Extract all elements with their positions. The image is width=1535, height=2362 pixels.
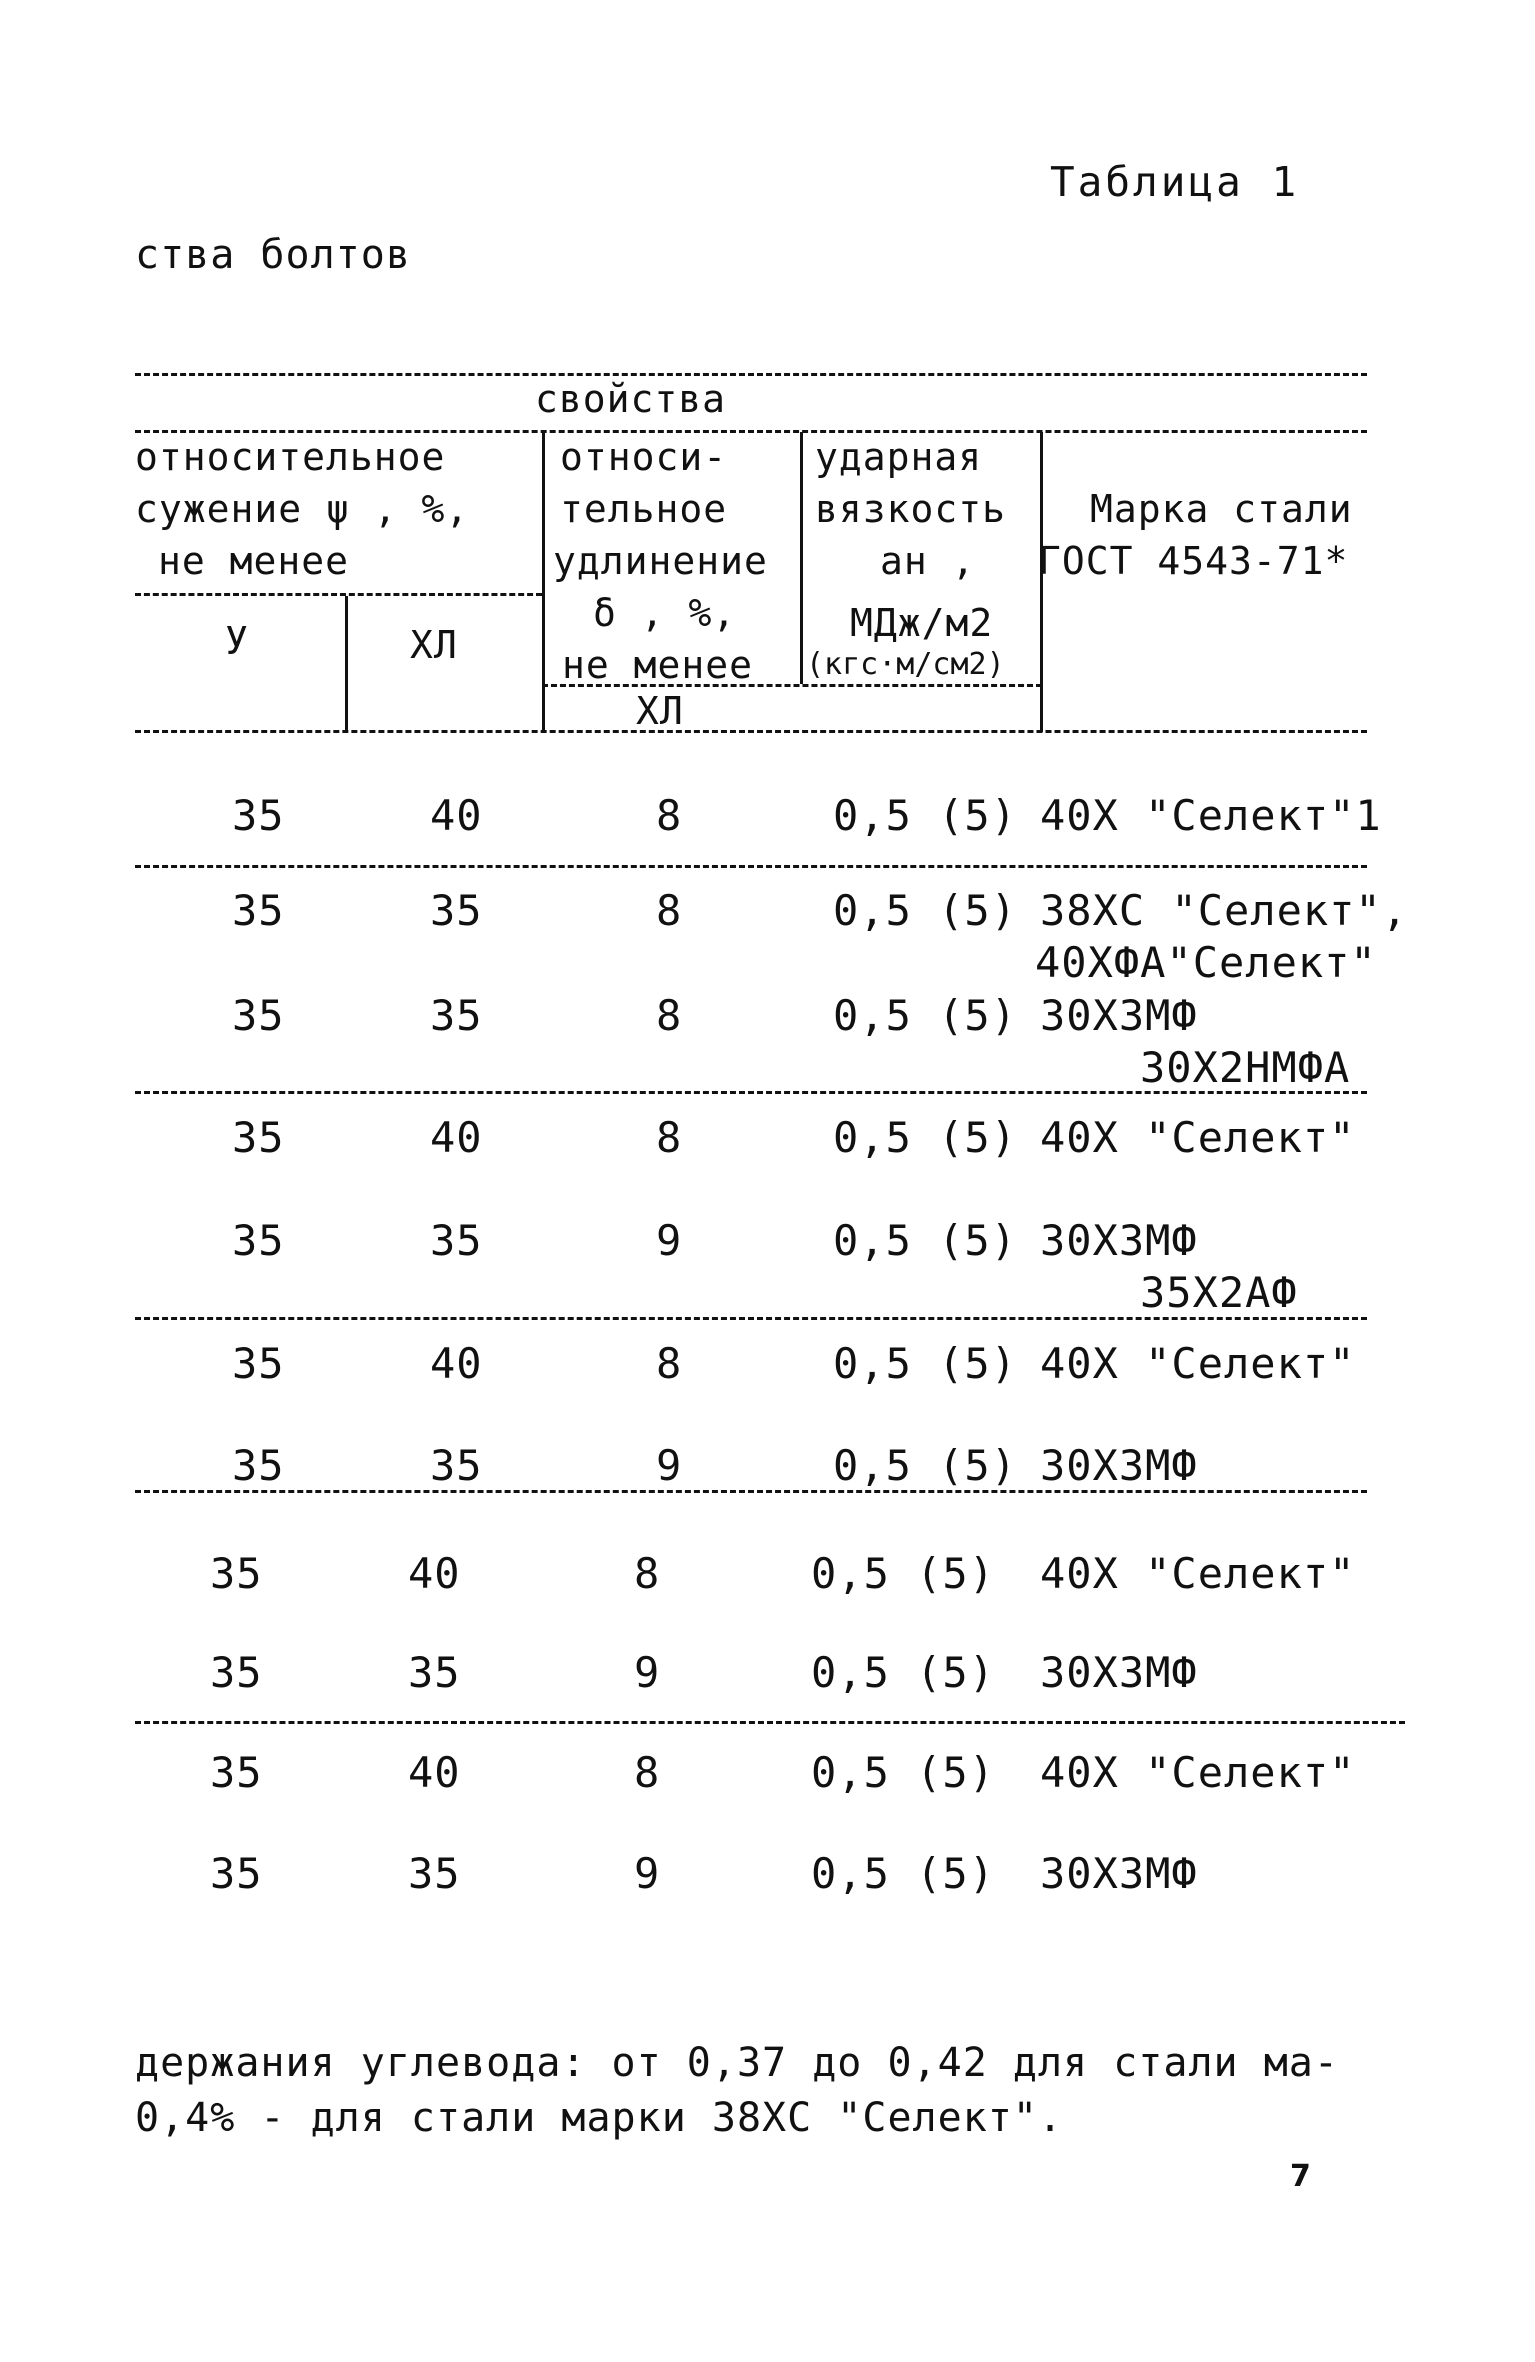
cell-narrowing-hl: 35 (430, 1441, 483, 1490)
cell-steel-grade: 30Х3МФ (1040, 991, 1198, 1040)
impact-header-line4: МДж/м2 (850, 601, 994, 645)
cell-impact: 0,5 (5) (833, 991, 1018, 1040)
cell-narrowing-y: 35 (232, 1216, 285, 1265)
footnote-line1: держания углевода: от 0,37 до 0,42 для стали ма- (135, 2040, 1339, 2086)
narrowing-sub-divider (345, 596, 348, 731)
table-header-bottom-rule (135, 730, 1367, 733)
row-group-separator (135, 1317, 1367, 1320)
cell-steel-grade-line2: 30Х2НМФА (1140, 1043, 1351, 1092)
cell-steel-grade: 38ХС "Селект", (1040, 886, 1409, 935)
cell-elongation: 9 (634, 1648, 661, 1697)
group-header-properties: свойства (535, 377, 727, 421)
cell-steel-grade: 40Х "Селект" (1040, 1339, 1356, 1388)
cell-elongation: 8 (634, 1549, 661, 1598)
cell-steel-grade: 30Х3МФ (1040, 1441, 1198, 1490)
cell-elongation: 8 (656, 1113, 683, 1162)
cell-narrowing-y: 35 (210, 1549, 263, 1598)
cell-elongation: 9 (634, 1849, 661, 1898)
page-number: 7 (1290, 2159, 1311, 2194)
cell-impact: 0,5 (5) (833, 886, 1018, 935)
cell-narrowing-hl: 35 (430, 1216, 483, 1265)
table-top-rule (135, 373, 1367, 376)
footnote-line2: 0,4% - для стали марки 38ХС "Селект". (135, 2095, 1064, 2141)
cell-elongation: 8 (656, 791, 683, 840)
group-header-rule (135, 430, 1367, 433)
cell-impact: 0,5 (5) (811, 1549, 996, 1598)
cell-steel-grade: 40Х "Селект" (1040, 1549, 1356, 1598)
cell-narrowing-hl: 35 (430, 886, 483, 935)
cell-narrowing-hl: 40 (430, 1339, 483, 1388)
elongation-header-line4: δ , %, (593, 591, 737, 635)
elongation-header-line1: относи- (560, 435, 728, 479)
cell-steel-grade-line2: 40ХФА"Селект" (1035, 938, 1377, 987)
cell-impact: 0,5 (5) (833, 1113, 1018, 1162)
steel-header-line2: ГОСТ 4543-71* (1038, 539, 1349, 583)
cell-steel-grade: 40Х "Селект" (1040, 1748, 1356, 1797)
cell-steel-grade: 30Х3МФ (1040, 1216, 1198, 1265)
cell-narrowing-hl: 40 (430, 791, 483, 840)
cell-narrowing-hl: 40 (408, 1748, 461, 1797)
narrowing-header-line1: относительное (135, 435, 446, 479)
cell-steel-grade-line2: 35Х2АФ (1140, 1268, 1298, 1317)
impact-left-border (800, 432, 803, 684)
cell-narrowing-hl: 40 (408, 1549, 461, 1598)
cell-steel-grade: 40Х "Селект" (1040, 1113, 1356, 1162)
row-group-separator (135, 1091, 1367, 1094)
impact-header-line5: (кгс·м/см2) (806, 647, 1005, 682)
elongation-left-border (542, 432, 545, 732)
elongation-header-line3: удлинение (553, 539, 768, 583)
elongation-header-line2: тельное (560, 487, 728, 531)
cell-impact: 0,5 (5) (833, 1216, 1018, 1265)
narrowing-header-line2: сужение ψ , %, (135, 487, 470, 531)
cell-impact: 0,5 (5) (833, 1441, 1018, 1490)
cell-elongation: 8 (656, 1339, 683, 1388)
cell-elongation: 9 (656, 1441, 683, 1490)
cell-steel-grade: 40Х "Селект"1 (1040, 791, 1382, 840)
elongation-sub-hl: ХЛ (636, 689, 684, 733)
narrowing-sub-hl: ХЛ (410, 623, 458, 667)
cell-narrowing-hl: 40 (430, 1113, 483, 1162)
cell-elongation: 8 (656, 886, 683, 935)
cell-impact: 0,5 (5) (811, 1748, 996, 1797)
cell-narrowing-y: 35 (232, 1441, 285, 1490)
cell-narrowing-hl: 35 (430, 991, 483, 1040)
impact-header-line3: aн , (880, 539, 976, 583)
cell-impact: 0,5 (5) (811, 1849, 996, 1898)
elongation-header-line5: не менее (562, 643, 754, 687)
narrowing-header-line3: не менее (158, 539, 350, 583)
row-group-separator (135, 1490, 1367, 1493)
cell-impact: 0,5 (5) (833, 1339, 1018, 1388)
cell-impact: 0,5 (5) (833, 791, 1018, 840)
cell-narrowing-hl: 35 (408, 1648, 461, 1697)
cell-elongation: 8 (656, 991, 683, 1040)
cell-narrowing-y: 35 (232, 886, 285, 935)
narrowing-sub-y: У (225, 619, 249, 663)
narrowing-sub-rule (135, 593, 542, 596)
row-group-separator (135, 1721, 1405, 1724)
row-group-separator (135, 865, 1367, 868)
impact-header-line1: ударная (815, 435, 983, 479)
cell-narrowing-y: 35 (210, 1748, 263, 1797)
impact-header-line2: вязкость (815, 487, 1007, 531)
elongation-sub-rule (542, 684, 1042, 687)
cell-steel-grade: 30Х3МФ (1040, 1849, 1198, 1898)
steel-header-line1: Марка стали (1090, 487, 1353, 531)
cell-narrowing-y: 35 (232, 1339, 285, 1388)
cell-elongation: 9 (656, 1216, 683, 1265)
cell-impact: 0,5 (5) (811, 1648, 996, 1697)
cell-narrowing-hl: 35 (408, 1849, 461, 1898)
cell-elongation: 8 (634, 1748, 661, 1797)
cell-narrowing-y: 35 (210, 1648, 263, 1697)
cell-narrowing-y: 35 (232, 791, 285, 840)
table-label: Таблица 1 (1050, 158, 1300, 206)
cell-narrowing-y: 35 (210, 1849, 263, 1898)
cell-narrowing-y: 35 (232, 1113, 285, 1162)
cell-narrowing-y: 35 (232, 991, 285, 1040)
caption-fragment: ства болтов (135, 232, 411, 278)
cell-steel-grade: 30Х3МФ (1040, 1648, 1198, 1697)
